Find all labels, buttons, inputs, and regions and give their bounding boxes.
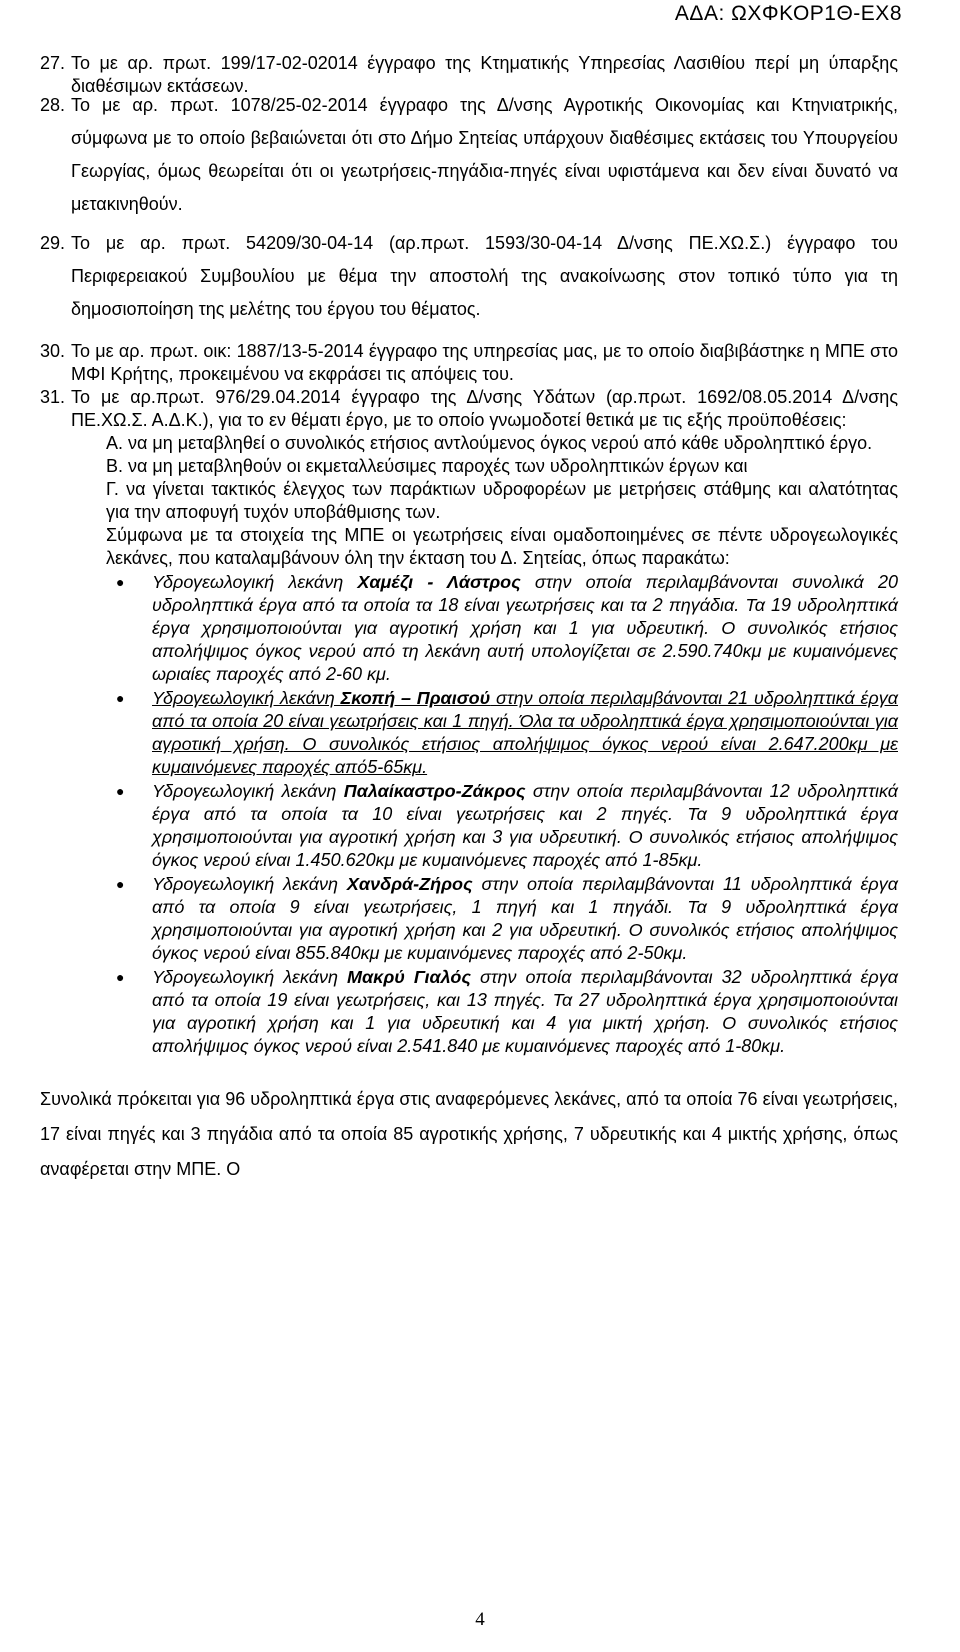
page-number: 4 xyxy=(475,1609,485,1630)
ada-code: ΑΔΑ: ΩΧΦΚΟΡ1Θ-ΕΧ8 xyxy=(674,2,902,25)
basin-name: Χανδρά-Ζήρος xyxy=(346,874,473,894)
item-number: 27. xyxy=(40,53,66,73)
bullet-icon: ● xyxy=(116,876,125,892)
bullet-icon: ● xyxy=(116,574,125,590)
condition-c: Γ. να γίνεται τακτικός έλεγχος των παράκτιων υδροφορέων με μετρήσεις στάθμης και αλατότητας για την αποφυγή τυχόν υποβάθμισης των. xyxy=(106,479,898,522)
item-number: 29. xyxy=(40,233,66,253)
item-30 xyxy=(40,340,898,386)
basin-list xyxy=(40,571,898,1058)
item-number: 28. xyxy=(40,95,66,115)
bullet-icon: ● xyxy=(116,690,125,706)
item-text: Το με αρ. πρωτ. 54209/30-04-14 (αρ.πρωτ. 1593/30-04-14 Δ/νσης ΠΕ.ΧΩ.Σ.) έγγραφο του Περιφερειακού Συμβουλίου με θέμα την αποστολή της ανακοίνωσης στον τοπικό τύπο για τη δημοσιοποίηση της μελέτης του έργου του θέματος. xyxy=(71,233,898,319)
bullet-icon: ● xyxy=(116,969,125,985)
basin-name: Χαμέζι - Λάστρος xyxy=(357,572,521,592)
basin-name: Σκοπή – Πραισού xyxy=(340,688,491,708)
item-number: 30. xyxy=(40,341,66,361)
item-text: Το με αρ.πρωτ. 976/29.04.2014 έγγραφο της Δ/νσης Υδάτων (αρ.πρωτ. 1692/08.05.2014 Δ/νσης ΠΕ.ΧΩ.Σ. Α.Δ.Κ.), για το εν θέματι έργο, με το οποίο γνωμοδοτεί θετικά με τις εξής προϋποθέσεις: xyxy=(71,387,898,430)
item-31 xyxy=(40,386,898,432)
basin-name: Μακρύ Γιαλός xyxy=(346,967,471,987)
item-29 xyxy=(40,227,898,326)
basin-name: Παλαίκαστρο-Ζάκρος xyxy=(343,781,526,801)
conditions xyxy=(40,432,898,570)
basin-item: ● Υδρογεωλογική λεκάνη Παλαίκαστρο-Ζάκρος στην οποία περιλαμβάνονται 12 υδροληπτικά έργα από τα οποία τα 10 είναι γεωτρήσεις και 2 πηγές. Τα 9 υδροληπτικά έργα χρησιμοποιούνται για αγροτική χρήση και 3 για υδρευτική. Ο συνολικός ετήσιος απολήψιμος όγκος νερού είναι 1.450.620κμ με κυμαινόμενες παροχές από 1-85κμ. xyxy=(116,781,898,870)
item-text: Το με αρ. πρωτ. 199/17-02-02014 έγγραφο της Κτηματικής Υπηρεσίας Λασιθίου περί μη ύπαρξης διαθέσιμων εκτάσεων. xyxy=(71,53,898,96)
condition-a: Α. να μη μεταβληθεί ο συνολικός ετήσιος αντλούμενος όγκος νερού από κάθε υδροληπτικό έργο. xyxy=(106,433,873,453)
condition-b: Β. να μη μεταβληθούν οι εκμεταλλεύσιμες παροχές των υδροληπτικών έργων και xyxy=(106,456,748,476)
basins-intro: Σύμφωνα με τα στοιχεία της ΜΠΕ οι γεωτρήσεις είναι ομαδοποιημένες σε πέντε υδρογεωλογικές λεκάνες, που καταλαμβάνουν όλη την έκταση του Δ. Σητείας, όπως παρακάτω: xyxy=(106,525,898,568)
item-text: Το με αρ. πρωτ. 1078/25-02-2014 έγγραφο της Δ/νσης Αγροτικής Οικονομίας και Κτηνιατρικής, σύμφωνα με το οποίο βεβαιώνεται ότι στο Δήμο Σητείας υπάρχουν διαθέσιμες εκτάσεις του Υπουργείου Γεωργίας, όμως θεωρείται ότι οι γεωτρήσεις-πηγάδια-πηγές είναι υφιστάμενα και δεν είναι δυνατό να μετακινηθούν. xyxy=(71,95,898,214)
summary-paragraph: Συνολικά πρόκειται για 96 υδροληπτικά έργα στις αναφερόμενες λεκάνες, από τα οποία 76 είναι γεωτρήσεις, 17 είναι πηγές και 3 πηγάδια από τα οποία 85 αγροτικής χρήσης, 7 υδρευτικής και 4 μικτής χρήσης, όπως αναφέρεται στην ΜΠΕ. Ο xyxy=(40,1089,898,1179)
item-28 xyxy=(40,94,898,221)
item-number: 31. xyxy=(40,387,66,407)
basin-item: ● Υδρογεωλογική λεκάνη Μακρύ Γιαλός στην οποία περιλαμβάνονται 32 υδροληπτικά έργα από τα οποία 19 είναι γεωτρήσεις, και 13 πηγές. Τα 27 υδροληπτικά έργα χρησιμοποιούνται για αγροτική χρήση και 1 για υδρευτική και 4 για μικτή χρήση. Ο συνολικός ετήσιος απολήψιμος όγκος νερού είναι 2.541.840 με κυμαινόμενες παροχές από 1-80κμ. xyxy=(116,967,898,1056)
basin-item: ● Υδρογεωλογική λεκάνη Χαμέζι - Λάστρος στην οποία περιλαμβάνονται συνολικά 20 υδροληπτικά έργα από τα οποία τα 18 είναι γεωτρήσεις και τα 2 πηγάδια. Τα 19 υδροληπτικά έργα χρησιμοποιούνται για αγροτική χρήση και 1 για υδρευτική. Ο συνολικός ετήσιος απολήψιμος όγκος νερού από τη λεκάνη αυτή υπολογίζεται σε 2.590.740κμ με κυμαινόμενες ωριαίες παροχές από 2-60 κμ. xyxy=(116,572,898,684)
bullet-icon: ● xyxy=(116,783,125,799)
basin-item: ● Υδρογεωλογική λεκάνη Σκοπή – Πραισού στην οποία περιλαμβάνονται 21 υδροληπτικά έργα από τα οποία 20 είναι γεωτρήσεις και 1 πηγή. Όλα τα υδροληπτικά έργα χρησιμοποιούνται για αγροτική χρήση. Ο συνολικός ετήσιος απολήψιμος όγκος νερού είναι 2.647.200κμ με κυμαινόμενες παροχές από5-65κμ. xyxy=(116,688,899,777)
item-text: Το με αρ. πρωτ. οικ: 1887/13-5-2014 έγγραφο της υπηρεσίας μας, με το οποίο διαβιβάστηκε η ΜΠΕ στο ΜΦΙ Κρήτης, προκειμένου να εκφράσει τις απόψεις του. xyxy=(71,341,898,384)
basin-item: ● Υδρογεωλογική λεκάνη Χανδρά-Ζήρος στην οποία περιλαμβάνονται 11 υδροληπτικά έργα από τα οποία 9 είναι γεωτρήσεις, 1 πηγή και 1 πηγάδι. Τα 9 υδροληπτικά έργα χρησιμοποιούνται για αγροτική χρήση και 2 για υδρευτική. Ο συνολικός ετήσιος απολήψιμος όγκος νερού είναι 855.840κμ με κυμαινόμενες παροχές από 2-50κμ. xyxy=(116,874,899,963)
